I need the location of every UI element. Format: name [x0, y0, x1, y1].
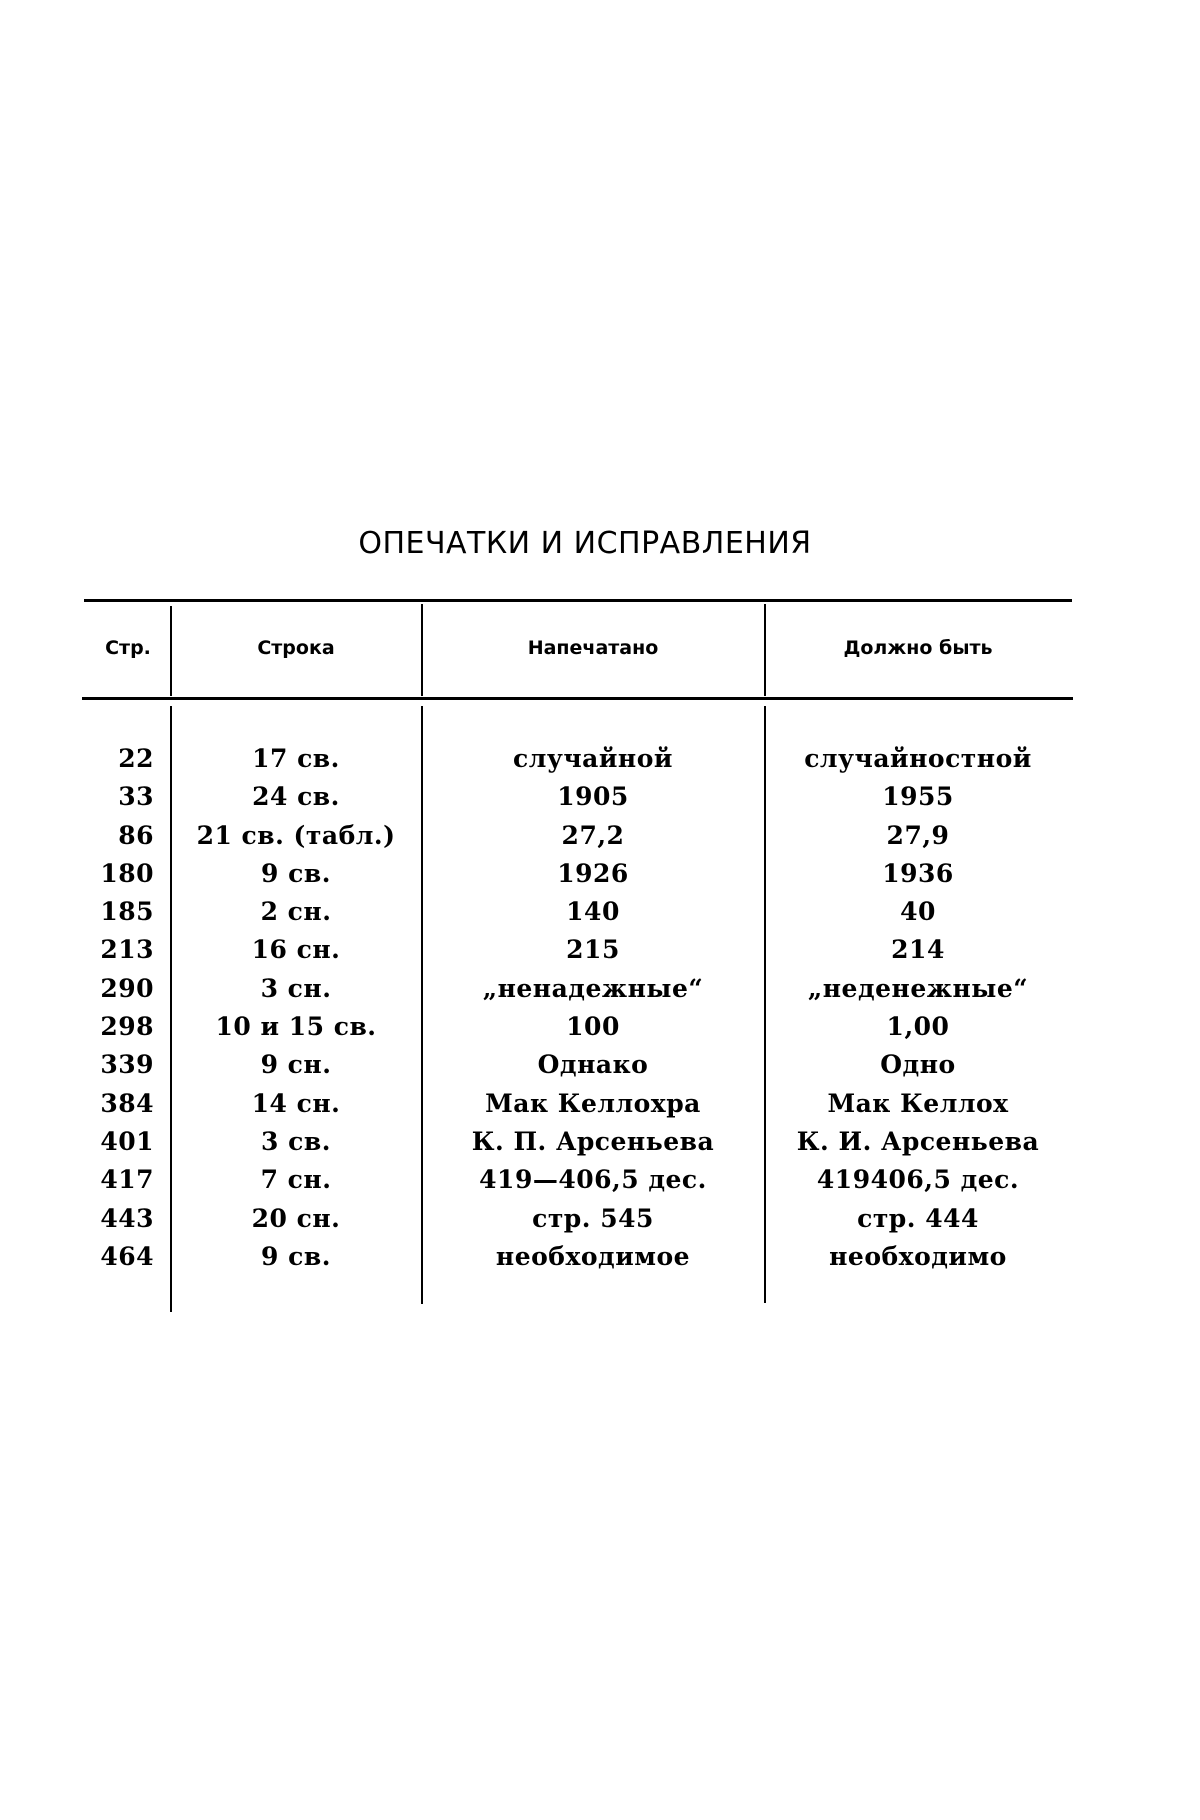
cell-correct: 419406,5 дес.: [816, 1165, 1020, 1195]
cell-page: 86: [118, 820, 154, 850]
table-row: [0, 970, 1200, 1008]
table-top-rule: [84, 599, 1072, 602]
cell-printed: 100: [566, 1012, 620, 1042]
cell-page: 185: [100, 897, 154, 927]
table-row: [0, 855, 1200, 893]
cell-page: 384: [100, 1088, 154, 1118]
cell-correct: К. И. Арсеньева: [796, 1126, 1040, 1156]
cell-page: 213: [100, 935, 154, 965]
cell-correct: Мак Келлох: [827, 1088, 1009, 1118]
table-row: [0, 1200, 1200, 1238]
cell-line: 9 св.: [261, 858, 331, 888]
cell-line: 10 и 15 св.: [215, 1012, 377, 1042]
cell-printed: 1905: [557, 782, 629, 812]
cell-page: 33: [118, 782, 154, 812]
cell-printed: 419—406,5 дес.: [479, 1165, 707, 1195]
cell-printed: 215: [566, 935, 620, 965]
cell-printed: случайной: [513, 744, 673, 773]
cell-printed: К. П. Арсеньева: [471, 1126, 715, 1156]
column-header-page: Стр.: [105, 637, 151, 659]
table-row: [0, 817, 1200, 855]
cell-page: 22: [118, 744, 154, 773]
errata-table-body: [0, 740, 1200, 1276]
cell-correct: 1,00: [886, 1012, 950, 1042]
cell-printed: 27,2: [561, 820, 625, 850]
column-header-line: Строка: [257, 637, 335, 659]
cell-correct: необходимо: [829, 1241, 1007, 1271]
cell-page: 298: [100, 1012, 154, 1042]
table-row: [0, 1008, 1200, 1046]
table-row: [0, 893, 1200, 931]
cell-page: 417: [100, 1165, 154, 1195]
table-row: [0, 1123, 1200, 1161]
table-row: [0, 931, 1200, 969]
cell-printed: Однако: [537, 1050, 649, 1080]
cell-line: 9 сн.: [260, 1050, 332, 1080]
cell-page: 180: [100, 858, 154, 888]
cell-page: 464: [100, 1241, 154, 1271]
cell-line: 17 св.: [252, 744, 340, 773]
table-row: [0, 1238, 1200, 1276]
cell-correct: Одно: [880, 1050, 956, 1080]
cell-printed: 1926: [557, 858, 629, 888]
cell-line: 16 сн.: [251, 935, 341, 965]
cell-correct: 27,9: [886, 820, 950, 850]
cell-correct: 1955: [882, 782, 954, 812]
cell-line: 3 сн.: [260, 973, 332, 1003]
cell-printed: Мак Келлохра: [485, 1088, 701, 1118]
cell-printed: стр. 545: [532, 1203, 654, 1233]
cell-correct: 1936: [882, 858, 954, 888]
cell-page: 339: [100, 1050, 154, 1080]
cell-line: 2 сн.: [260, 897, 332, 927]
column-divider: [764, 604, 766, 696]
cell-page: 401: [100, 1126, 154, 1156]
cell-correct: стр. 444: [857, 1203, 979, 1233]
cell-correct: 40: [900, 897, 936, 927]
column-header-correct: Должно быть: [843, 637, 993, 659]
cell-correct: 214: [891, 935, 945, 965]
cell-printed: „ненадежные“: [482, 973, 704, 1003]
table-row: [0, 1046, 1200, 1084]
cell-correct: случайностной: [804, 744, 1032, 773]
table-row: [0, 778, 1200, 816]
cell-line: 9 св.: [261, 1241, 331, 1271]
column-divider: [170, 606, 172, 696]
cell-page: 443: [100, 1203, 154, 1233]
table-header-rule: [82, 697, 1073, 700]
cell-line: 3 св.: [261, 1126, 331, 1156]
cell-line: 21 св. (табл.): [196, 820, 396, 850]
table-row: [0, 1085, 1200, 1123]
cell-line: 20 сн.: [251, 1203, 341, 1233]
cell-printed: 140: [566, 897, 620, 927]
page-title: ОПЕЧАТКИ И ИСПРАВЛЕНИЯ: [358, 526, 812, 561]
column-header-printed: Напечатано: [527, 637, 659, 659]
cell-page: 290: [100, 973, 154, 1003]
cell-line: 14 сн.: [251, 1088, 341, 1118]
table-row: [0, 1161, 1200, 1199]
cell-line: 24 св.: [252, 782, 340, 812]
cell-printed: необходимое: [495, 1241, 691, 1271]
cell-correct: „неденежные“: [807, 973, 1029, 1003]
column-divider: [421, 604, 423, 696]
table-row: [0, 740, 1200, 778]
cell-line: 7 сн.: [260, 1165, 332, 1195]
